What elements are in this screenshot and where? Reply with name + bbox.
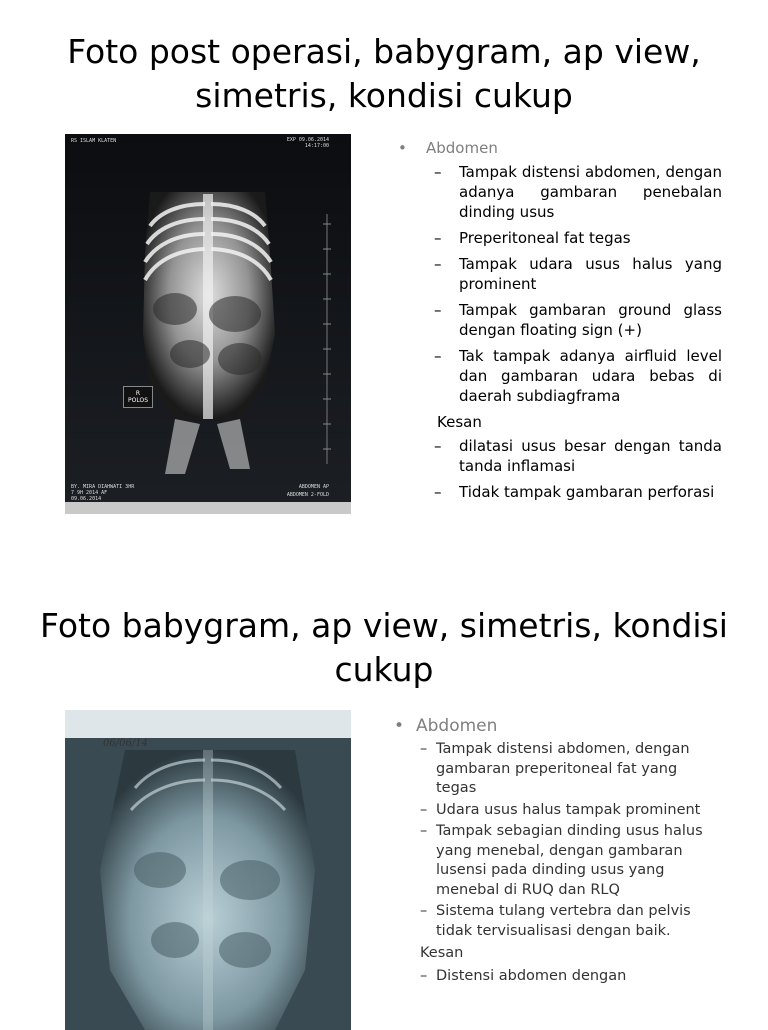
findings-list xyxy=(392,716,722,989)
list-item-text: Tak tampak adanya airfluid level dan gambaran udara bebas di daerah subdiagframa xyxy=(459,347,722,405)
dash-icon: – xyxy=(420,968,428,984)
list-item xyxy=(392,967,722,987)
dash-icon: – xyxy=(420,741,428,757)
findings-items xyxy=(392,740,722,941)
list-item-text: Distensi abdomen dengan xyxy=(436,968,627,984)
list-item-text: Tampak udara usus halus yang prominent xyxy=(459,255,722,293)
dash-icon: – xyxy=(434,163,442,181)
list-item-text: Tampak distensi abdomen, dengan adanya gambaran penebalan dinding usus xyxy=(459,163,722,221)
kesan-label: Kesan xyxy=(420,945,464,961)
list-item-text: Sistema tulang vertebra dan pelvis tidak tervisualisasi dengan baik. xyxy=(436,903,691,939)
xray-footer-right-2: ABDOMEN 2-FOLD xyxy=(286,492,329,498)
xray-footer-left-3: 09.06.2014 xyxy=(71,496,102,502)
slide-2 xyxy=(0,592,768,1024)
list-item xyxy=(392,822,722,900)
dash-icon: – xyxy=(420,823,428,839)
marker-r: R xyxy=(135,390,141,397)
xray-footer-right-1: ABDOMEN AP xyxy=(298,484,329,490)
list-item xyxy=(392,740,722,799)
list-item-text: dilatasi usus besar dengan tanda tanda inflamasi xyxy=(459,437,722,475)
dash-icon: – xyxy=(434,229,442,247)
list-item-text: Tampak distensi abdomen, dengan gambaran preperitoneal fat yang tegas xyxy=(436,741,690,796)
list-item xyxy=(392,801,722,821)
xray-footer-left-1: BY. MIRA DIAHWATI 3HR xyxy=(71,484,135,490)
dash-icon: – xyxy=(434,483,442,501)
kesan-items xyxy=(392,967,722,987)
section-heading xyxy=(396,138,722,158)
list-item-text: Tidak tampak gambaran perforasi xyxy=(459,483,715,501)
xray-side-marker xyxy=(123,386,153,408)
list-item-text: Preperitoneal fat tegas xyxy=(459,229,631,247)
list-item xyxy=(396,346,722,406)
dash-icon: – xyxy=(420,903,428,919)
marker-polos: POLOS xyxy=(128,397,149,404)
bullet-icon: • xyxy=(394,716,405,736)
dash-icon: – xyxy=(420,801,428,818)
xray-image xyxy=(65,710,351,1030)
xray-handwritten-date: 06/06/14 xyxy=(103,738,148,749)
slide-title: Foto babygram, ap view, simetris, kondisi cukup xyxy=(40,606,728,689)
section-heading xyxy=(392,716,722,736)
list-item xyxy=(396,228,722,248)
list-item xyxy=(396,482,722,502)
dash-icon: – xyxy=(434,437,442,455)
heading-text: Abdomen xyxy=(426,139,498,157)
xray-header-left: RS ISLAM KLATEN xyxy=(71,138,117,144)
xray-graphic xyxy=(65,134,351,514)
bullet-icon: • xyxy=(398,139,407,157)
slide-title: Foto post operasi, babygram, ap view, simetris, kondisi cukup xyxy=(67,32,701,115)
list-item-text: Udara usus halus tampak prominent xyxy=(436,801,701,818)
dash-icon: – xyxy=(434,347,442,365)
findings-list xyxy=(396,138,722,508)
findings-items xyxy=(396,162,722,406)
list-item-text: Tampak sebagian dinding usus halus yang menebal, dengan gambaran lusensi pada dinding usus yang menebal di RUQ dan RLQ xyxy=(436,823,703,898)
xray-header-right-1: EXP 09.06.2014 xyxy=(286,137,329,143)
heading-text: Abdomen xyxy=(416,716,498,736)
xray-graphic xyxy=(65,710,351,1030)
list-item-text: Tampak gambaran ground glass dengan floating sign (+) xyxy=(459,301,722,339)
kesan-label: Kesan xyxy=(437,413,482,431)
xray-image xyxy=(65,134,351,514)
xray-footer-left-2: 7 9H 2014 AF xyxy=(71,490,108,496)
xray-header-right-2: 14:17:00 xyxy=(304,143,329,149)
list-item xyxy=(392,902,722,941)
dash-icon: – xyxy=(434,301,442,319)
kesan-items xyxy=(396,436,722,502)
list-item xyxy=(396,436,722,476)
dash-icon: – xyxy=(434,255,442,273)
list-item xyxy=(396,162,722,222)
list-item xyxy=(396,254,722,294)
list-item xyxy=(396,300,722,340)
